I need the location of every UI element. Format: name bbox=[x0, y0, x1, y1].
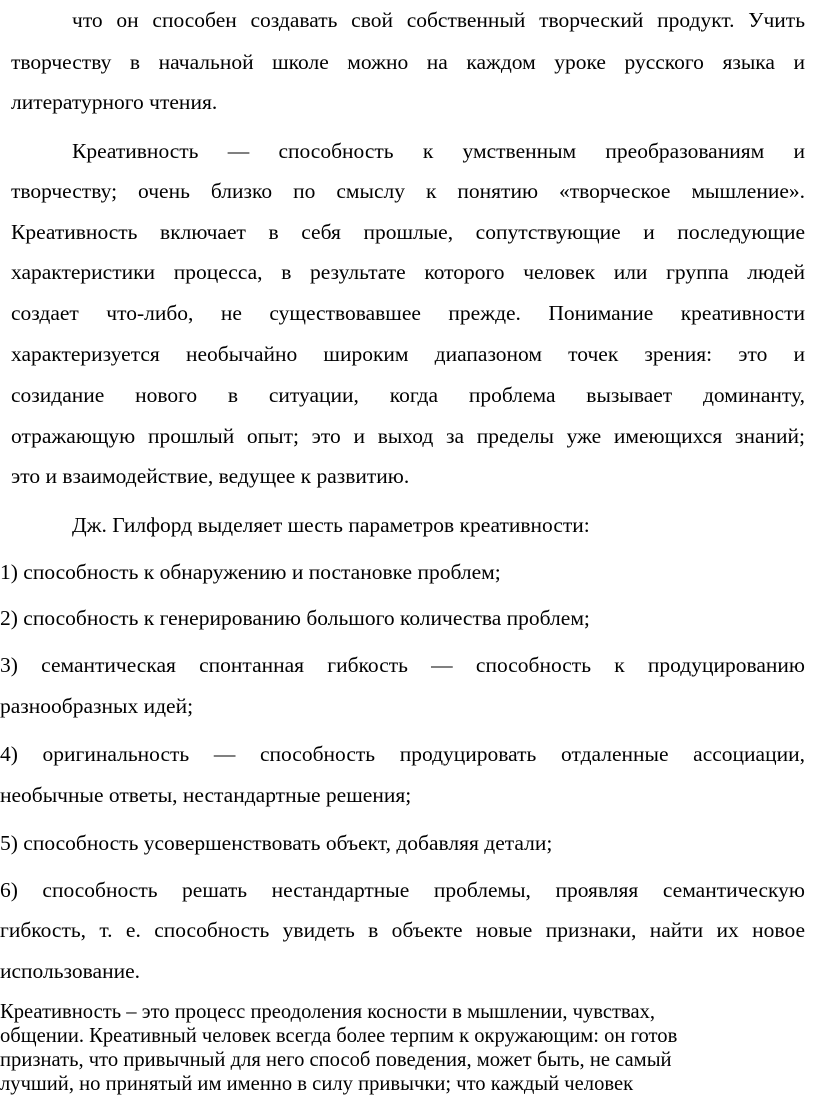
list-item-continuation: необычные ответы, нестандартные решения; bbox=[0, 783, 412, 807]
list-item: 3) семантическая спонтанная гибкость — способность к продуцированию bbox=[0, 653, 805, 677]
list-item: 4) оригинальность — способность продуцировать отдаленные ассоциации, bbox=[0, 742, 805, 766]
text-line: создает что-либо, не существовавшее прежде. Понимание креативности bbox=[11, 301, 805, 325]
text-line: характеризуется необычайно широким диапазоном точек зрения: это и bbox=[11, 342, 805, 366]
text-line: что он способен создавать свой собственный творческий продукт. Учить bbox=[72, 8, 805, 32]
list-item: 2) способность к генерированию большого количества проблем; bbox=[0, 606, 590, 630]
text-line: признать, что привычный для него способ поведения, может быть, не самый bbox=[0, 1049, 672, 1071]
text-line: Дж. Гилфорд выделяет шесть параметров креативности: bbox=[72, 513, 590, 537]
text-line: характеристики процесса, в результате которого человек или группа людей bbox=[11, 260, 805, 284]
list-item-continuation: использование. bbox=[0, 959, 141, 983]
list-item-continuation: разнообразных идей; bbox=[0, 694, 194, 718]
list-item-continuation: гибкость, т. е. способность увидеть в объекте новые признаки, найти их новое bbox=[0, 918, 805, 942]
text-line: Креативность — способность к умственным преобразованиям и bbox=[72, 139, 805, 163]
text-line: творчеству в начальной школе можно на каждом уроке русского языка и bbox=[11, 50, 805, 74]
text-line: созидание нового в ситуации, когда проблема вызывает доминанту, bbox=[11, 383, 805, 407]
text-line: общении. Креативный человек всегда более терпим к окружающим: он готов bbox=[0, 1025, 678, 1047]
list-item: 1) способность к обнаружению и постановке проблем; bbox=[0, 560, 501, 584]
text-line: Креативность включает в себя прошлые, сопутствующие и последующие bbox=[11, 220, 805, 244]
text-line: литературного чтения. bbox=[11, 90, 218, 114]
list-item: 5) способность усовершенствовать объект, добавляя детали; bbox=[0, 831, 553, 855]
text-line: лучший, но принятый им именно в силу привычки; что каждый человек bbox=[0, 1073, 634, 1095]
text-line: творчеству; очень близко по смыслу к понятию «творческое мышление». bbox=[11, 179, 805, 203]
list-item: 6) способность решать нестандартные проблемы, проявляя семантическую bbox=[0, 878, 805, 902]
text-line: Креативность – это процесс преодоления косности в мышлении, чувствах, bbox=[0, 1001, 656, 1023]
text-line: это и взаимодействие, ведущее к развитию. bbox=[11, 464, 410, 488]
text-line: отражающую прошлый опыт; это и выход за пределы уже имеющихся знаний; bbox=[11, 424, 805, 448]
